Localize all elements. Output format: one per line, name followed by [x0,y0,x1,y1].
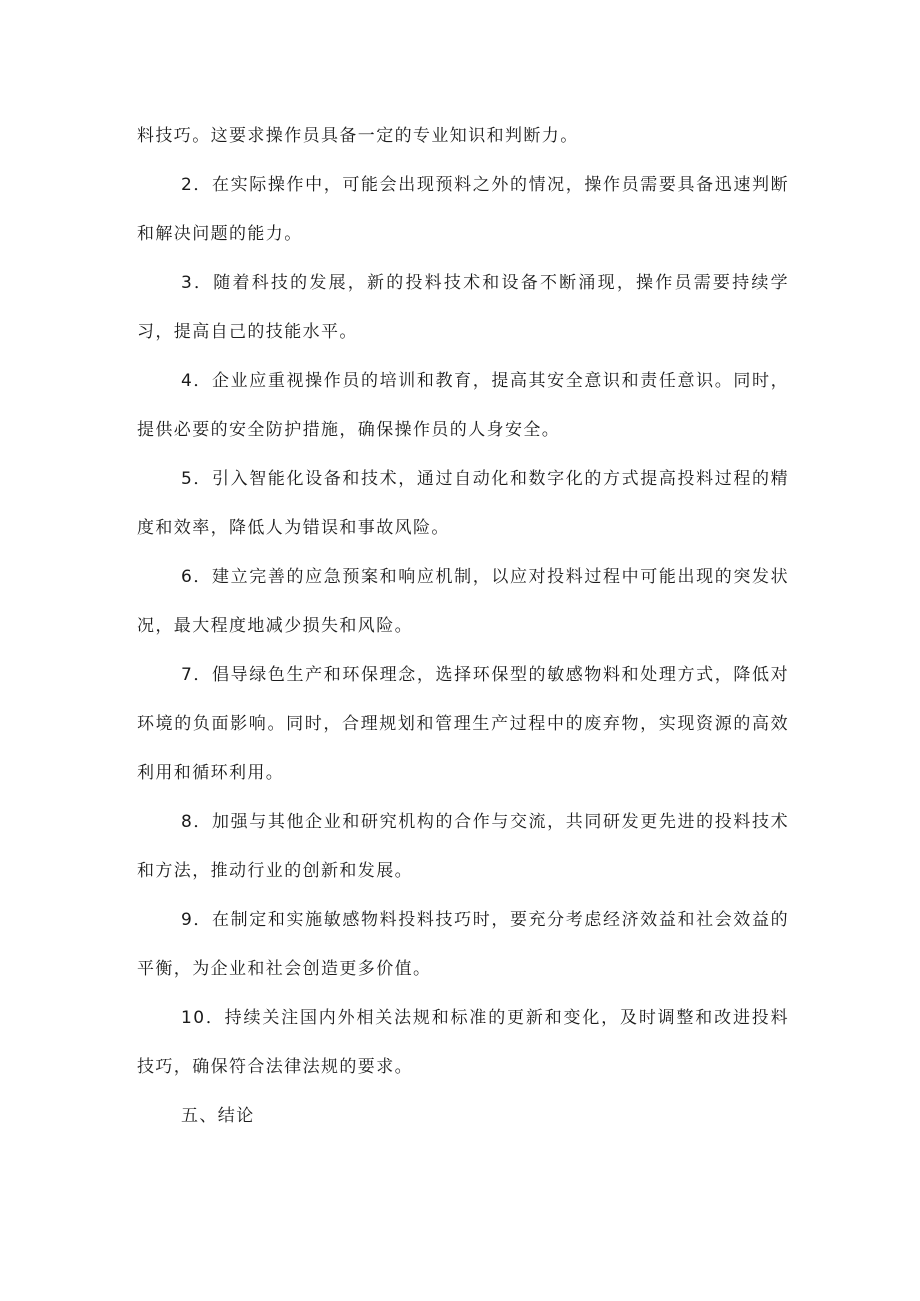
list-item-10: 10．持续关注国内外相关法规和标准的更新和变化，及时调整和改进投料技巧，确保符合法律法规的要求。 [137,1008,789,1077]
list-item-6: 6．建立完善的应急预案和响应机制，以应对投料过程中可能出现的突发状况，最大程度地减少损失和风险。 [137,567,789,636]
continuation-paragraph: 料技巧。这要求操作员具备一定的专业知识和判断力。 [137,126,579,146]
list-item-2: 2．在实际操作中，可能会出现预料之外的情况，操作员需要具备迅速判断和解决问题的能力。 [137,175,789,244]
list-item-3: 3．随着科技的发展，新的投料技术和设备不断涌现，操作员需要持续学习，提高自己的技能水平。 [137,273,789,342]
list-item-9: 9．在制定和实施敏感物料投料技巧时，要充分考虑经济效益和社会效益的平衡，为企业和社会创造更多价值。 [137,910,789,979]
list-item-8: 8．加强与其他企业和研究机构的合作与交流，共同研发更先进的投料技术和方法，推动行业的创新和发展。 [137,812,789,881]
list-item-5: 5．引入智能化设备和技术，通过自动化和数字化的方式提高投料过程的精度和效率，降低人为错误和事故风险。 [137,469,789,538]
section-heading: 五、结论 [181,1106,255,1126]
list-item-4: 4．企业应重视操作员的培训和教育，提高其安全意识和责任意识。同时，提供必要的安全防护措施，确保操作员的人身安全。 [137,371,789,440]
document-body [137,112,789,1141]
list-item-7: 7．倡导绿色生产和环保理念，选择环保型的敏感物料和处理方式，降低对环境的负面影响。同时，合理规划和管理生产过程中的废弃物，实现资源的高效利用和循环利用。 [137,665,789,783]
